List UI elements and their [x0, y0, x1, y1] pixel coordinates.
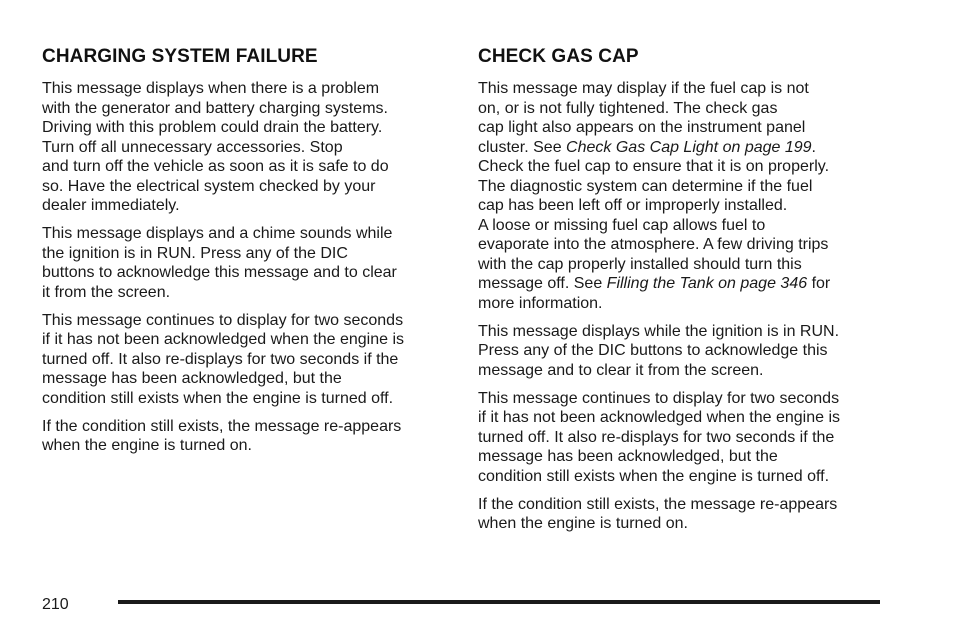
- paragraph: [42, 79, 452, 216]
- text-line: This message continues to display for two seconds: [42, 311, 404, 329]
- text-fragment: cluster. See: [478, 138, 567, 156]
- text-line: Check the fuel cap to ensure that it is on properly.: [478, 158, 830, 175]
- text-line: so. Have the electrical system checked by your: [42, 177, 376, 195]
- left-column: [42, 46, 452, 464]
- text-line: when the engine is turned on.: [42, 437, 252, 454]
- cross-reference-check-gas-cap-light[interactable]: Check Gas Cap Light on page 199: [566, 138, 812, 156]
- text-line: buttons to acknowledge this message and to clear: [42, 264, 397, 281]
- section-heading-check-gas-cap: CHECK GAS CAP: [478, 46, 639, 67]
- text-fragment: .: [811, 138, 816, 156]
- text-line: message has been acknowledged, but the: [478, 448, 778, 465]
- paragraph: [42, 417, 452, 456]
- text-line: with the generator and battery charging systems.: [42, 99, 388, 117]
- text-line: more information.: [478, 294, 603, 312]
- paragraph: [478, 322, 888, 381]
- text-line: turned off. It also re-displays for two seconds if the: [42, 350, 399, 368]
- right-column: [478, 46, 888, 542]
- text-line: if it has not been acknowledged when the engine is: [478, 409, 841, 426]
- text-line: message has been acknowledged, but the: [42, 370, 342, 387]
- text-line: Driving with this problem could drain the battery.: [42, 119, 383, 136]
- text-line: dealer immediately.: [42, 197, 180, 214]
- text-line: on, or is not fully tightened. The check gas: [478, 99, 778, 117]
- text-line: [478, 138, 888, 158]
- cross-reference-filling-the-tank[interactable]: Filling the Tank on page 346: [606, 275, 808, 292]
- text-line: This message displays and a chime sounds while: [42, 225, 393, 242]
- text-line: The diagnostic system can determine if the fuel: [478, 177, 813, 195]
- text-line: If the condition still exists, the message re-appears: [478, 495, 838, 513]
- text-line: This message displays when there is a problem: [42, 80, 380, 97]
- text-line: and turn off the vehicle as soon as it is safe to do: [42, 158, 389, 175]
- text-line: This message may display if the fuel cap is not: [478, 80, 809, 97]
- section-heading-charging-system-failure: CHARGING SYSTEM FAILURE: [42, 46, 318, 67]
- text-line: Turn off all unnecessary accessories. Stop: [42, 138, 343, 156]
- page-number: 210: [42, 596, 69, 613]
- footer-divider: [118, 600, 880, 604]
- text-line: condition still exists when the engine is turned off.: [42, 389, 394, 407]
- paragraph: [42, 224, 452, 302]
- text-line: This message continues to display for two seconds: [478, 389, 840, 407]
- text-line: [478, 274, 888, 294]
- text-fragment: for: [807, 275, 831, 292]
- paragraph: [42, 311, 452, 409]
- text-line: if it has not been acknowledged when the engine is: [42, 331, 405, 348]
- text-line: If the condition still exists, the message re-appears: [42, 417, 402, 435]
- text-line: with the cap properly installed should turn this: [478, 255, 802, 273]
- text-line: cap light also appears on the instrument panel: [478, 119, 806, 136]
- text-line: when the engine is turned on.: [478, 515, 688, 532]
- paragraph: [478, 389, 888, 487]
- text-line: message and to clear it from the screen.: [478, 361, 764, 379]
- text-line: Press any of the DIC buttons to acknowledge this: [478, 342, 828, 359]
- paragraph: [478, 79, 888, 313]
- paragraph: [478, 495, 888, 534]
- text-fragment: message off. See: [478, 275, 607, 292]
- text-line: it from the screen.: [42, 283, 171, 301]
- text-line: condition still exists when the engine is turned off.: [478, 467, 830, 485]
- text-line: This message displays while the ignition is in RUN.: [478, 322, 840, 340]
- text-line: cap has been left off or improperly installed.: [478, 197, 788, 214]
- text-line: evaporate into the atmosphere. A few driving trips: [478, 236, 829, 253]
- text-line: the ignition is in RUN. Press any of the DIC: [42, 244, 348, 262]
- text-line: A loose or missing fuel cap allows fuel to: [478, 216, 766, 234]
- text-line: turned off. It also re-displays for two seconds if the: [478, 428, 835, 446]
